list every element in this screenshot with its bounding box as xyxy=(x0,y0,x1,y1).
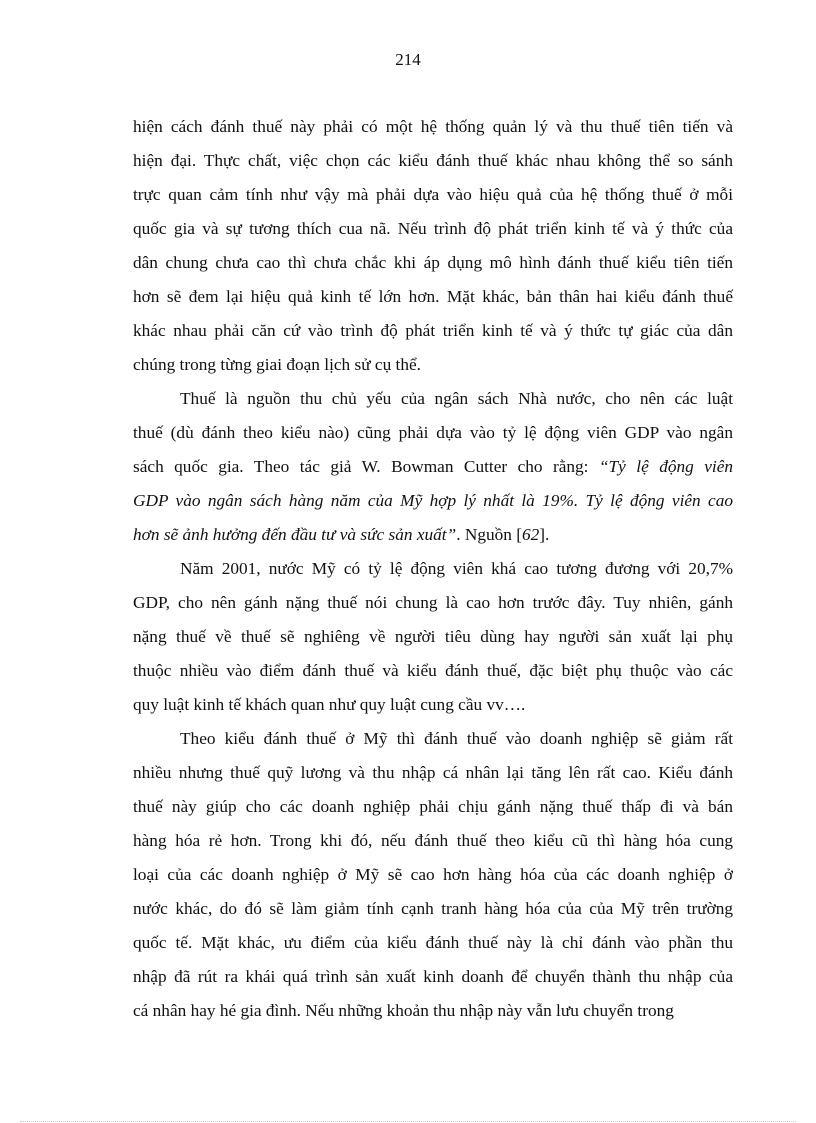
paragraph xyxy=(133,552,733,722)
text-segment: Thuế là nguồn thu chủ yếu của ngân sách Nhà nước, cho nên các luật xyxy=(180,389,733,408)
text-line xyxy=(133,110,733,144)
text-segment: khác nhau phải căn cứ vào trình độ phát triển kinh tế và ý thức tự giác của dân xyxy=(133,321,733,340)
text-line xyxy=(133,960,733,994)
page-number: 214 xyxy=(395,50,421,69)
text-segment: nhiều nhưng thuế quỹ lương và thu nhập cá nhân lại tăng lên rất cao. Kiểu đánh xyxy=(133,763,733,782)
text-line xyxy=(133,484,733,518)
text-line xyxy=(133,620,733,654)
text-segment: chúng trong từng giai đoạn lịch sử cụ thể. xyxy=(133,355,421,374)
quote-segment: “Tỷ lệ động viên xyxy=(598,457,733,476)
text-segment: . Nguồn [ xyxy=(456,525,522,544)
text-line xyxy=(133,722,733,756)
text-line xyxy=(133,382,733,416)
text-segment: hàng hóa rẻ hơn. Trong khi đó, nếu đánh thuế theo kiểu cũ thì hàng hóa cung xyxy=(133,831,733,850)
text-line xyxy=(133,178,733,212)
text-segment: loại của các doanh nghiệp ở Mỹ sẽ cao hơn hàng hóa của các doanh nghiệp ở xyxy=(133,865,733,884)
text-segment: thuế này giúp cho các doanh nghiệp phải chịu gánh nặng thuế thấp đi và bán xyxy=(133,797,733,816)
text-segment: dân chung chưa cao thì chưa chắc khi áp dụng mô hình đánh thuế kiểu tiên tiến xyxy=(133,253,733,272)
text-segment: nước khác, do đó sẽ làm giảm tính cạnh tranh hàng hóa của của Mỹ trên trường xyxy=(133,899,733,918)
text-line xyxy=(133,144,733,178)
text-segment: quy luật kinh tế khách quan như quy luật cung cầu vv…. xyxy=(133,695,526,714)
text-segment: cá nhân hay hé gia đình. Nếu những khoản thu nhập này vẫn lưu chuyển trong xyxy=(133,1001,674,1020)
text-segment: sách quốc gia. Theo tác giả W. Bowman Cutter cho rằng: xyxy=(133,457,599,476)
text-segment: hiện cách đánh thuế này phải có một hệ thống quản lý và thu thuế tiên tiến và xyxy=(133,117,733,136)
text-line xyxy=(133,790,733,824)
paragraph xyxy=(133,722,733,1028)
text-line xyxy=(133,892,733,926)
body-text xyxy=(133,110,733,1028)
text-line xyxy=(133,994,733,1028)
text-line xyxy=(133,756,733,790)
text-line xyxy=(133,246,733,280)
text-line xyxy=(133,654,733,688)
paragraph xyxy=(133,382,733,552)
text-segment: trực quan cảm tính như vậy mà phải dựa vào hiệu quả của hệ thống thuế ở mỗi xyxy=(133,185,733,204)
text-line xyxy=(133,450,733,484)
page-bottom-border xyxy=(20,1121,796,1122)
text-segment: quốc tế. Mặt khác, ưu điểm của kiểu đánh thuế này là chỉ đánh vào phần thu xyxy=(133,933,733,952)
text-line xyxy=(133,518,733,552)
text-line xyxy=(133,824,733,858)
text-line xyxy=(133,314,733,348)
text-line xyxy=(133,858,733,892)
text-line xyxy=(133,688,733,722)
text-segment: quốc gia và sự tương thích cua nã. Nếu trình độ phát triển kinh tế và ý thức của xyxy=(133,219,733,238)
quote-segment: GDP vào ngân sách hàng năm của Mỹ hợp lý nhất là 19%. Tỷ lệ động viên cao xyxy=(133,491,733,510)
text-line xyxy=(133,552,733,586)
text-segment: thuộc nhiều vào điểm đánh thuế và kiểu đánh thuế, đặc biệt phụ thuộc vào các xyxy=(133,661,733,680)
quote-segment: hơn sẽ ảnh hưởng đến đầu tư và sức sản xuất” xyxy=(133,525,457,544)
text-segment: hiện đại. Thực chất, việc chọn các kiểu đánh thuế khác nhau không thể so sánh xyxy=(133,151,733,170)
text-segment: ]. xyxy=(539,525,550,544)
text-line xyxy=(133,926,733,960)
citation-number: 62 xyxy=(521,525,540,544)
text-line xyxy=(133,280,733,314)
text-segment: Năm 2001, nước Mỹ có tỷ lệ động viên khá cao tương đương với 20,7% xyxy=(180,559,733,578)
paragraph xyxy=(133,110,733,382)
text-segment: nặng thuế về thuế sẽ nghiêng về người tiêu dùng hay người sản xuất lại phụ xyxy=(133,627,733,646)
text-line xyxy=(133,416,733,450)
text-line xyxy=(133,586,733,620)
text-segment: nhập đã rút ra khái quá trình sản xuất kinh doanh để chuyển thành thu nhập của xyxy=(133,967,733,986)
text-line xyxy=(133,348,733,382)
text-line xyxy=(133,212,733,246)
text-segment: thuế (dù đánh theo kiểu nào) cũng phải dựa vào tỷ lệ động viên GDP vào ngân xyxy=(133,423,733,442)
text-segment: hơn sẽ đem lại hiệu quả kinh tế lớn hơn. Mặt khác, bản thân hai kiểu đánh thuế xyxy=(133,287,733,306)
text-segment: Theo kiểu đánh thuế ở Mỹ thì đánh thuế vào doanh nghiệp sẽ giảm rất xyxy=(180,729,733,748)
text-segment: GDP, cho nên gánh nặng thuế nói chung là cao hơn trước đây. Tuy nhiên, gánh xyxy=(133,593,733,612)
